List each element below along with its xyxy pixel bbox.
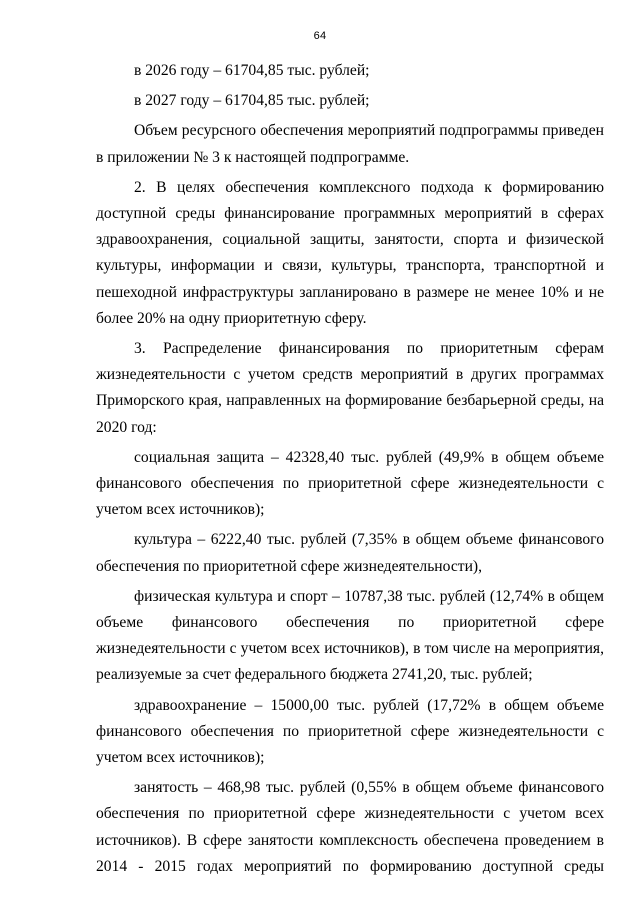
paragraph-resource-volume: Объем ресурсного обеспечения мероприятий подпрограммы приведен в приложении № 3 к настоящей подпрограмме.: [96, 122, 604, 166]
paragraph-healthcare: здравоохранение – 15000,00 тыс. рублей (17,72% в общем объеме финансового обеспечения по приоритетной сфере жизнедеятельности с учетом всех источников);: [96, 696, 604, 767]
paragraph-funding-2026: в 2026 году – 61704,85 тыс. рублей;: [134, 62, 370, 79]
paragraph-item-3: 3. Распределение финансирования по приоритетным сферам жизнедеятельности с учетом средств мероприятий в других программах Приморского края, направленных на формирование безбарьерной среды, на 2020 год:: [96, 340, 604, 436]
paragraph-funding-2027: в 2027 году – 61704,85 тыс. рублей;: [134, 92, 370, 110]
document-body: [96, 58, 604, 880]
paragraph-culture: культура – 6222,40 тыс. рублей (7,35% в общем объеме финансового обеспечения по приоритетной сфере жизнедеятельности),: [96, 531, 604, 575]
paragraph-physical-culture-sport: физическая культура и спорт – 10787,38 тыс. рублей (12,74% в общем объеме финансового обеспечения по приоритетной сфере жизнедеятельности с учетом всех источников), в том числе на мероприятия, реализуемые за счет федерального бюджета 2741,20, тыс. рублей;: [96, 587, 604, 684]
paragraph-social-protection: социальная защита – 42328,40 тыс. рублей (49,9% в общем объеме финансового обеспечения по приоритетной сфере жизнедеятельности с учетом всех источников);: [96, 448, 604, 519]
page-number: 64: [313, 30, 327, 42]
paragraph-employment: занятость – 468,98 тыс. рублей (0,55% в общем объеме финансового обеспечения по приоритетной сфере жизнедеятельности с учетом всех источников). В сфере занятости комплексность обеспечена проведением в 2014 - 2015 годах мероприятий по формированию доступной среды: [96, 779, 604, 875]
paragraph-item-2: 2. В целях обеспечения комплексного подхода к формированию доступной среды финансирование программных мероприятий в сферах здравоохранения, социальной защиты, занятости, спорта и физической культуры, информации и связи, культуры, транспорта, транспортной и пешеходной инфраструктуры запланировано в размере не менее 10% и не более 20% на одну приоритетную сферу.: [96, 178, 604, 327]
